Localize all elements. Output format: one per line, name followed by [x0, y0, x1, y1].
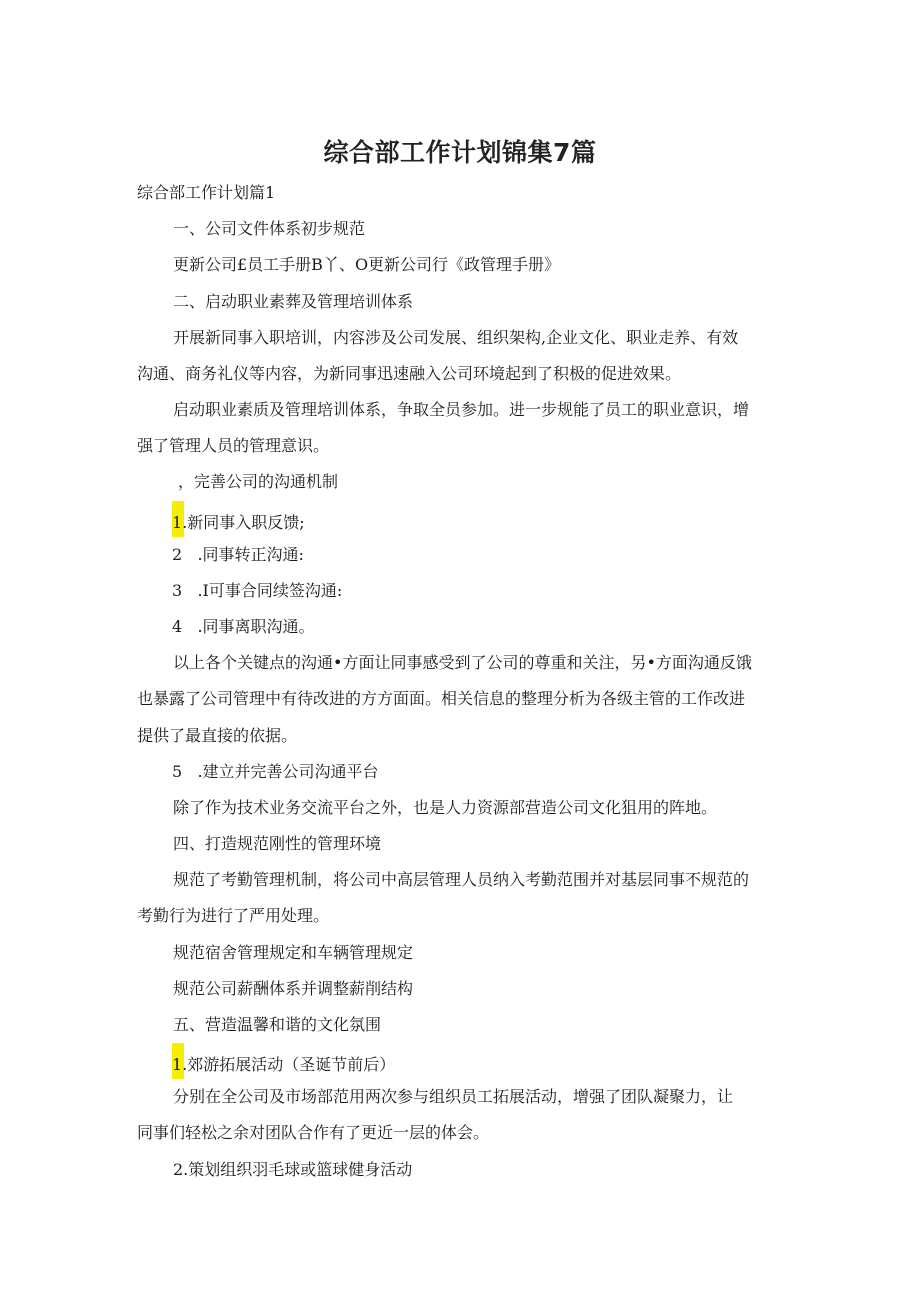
list-item: 4 .同事离职沟通。: [172, 617, 315, 636]
list-item-highlighted: 1.郊游拓展活动（圣诞节前后）: [172, 1051, 395, 1079]
paragraph: 启动职业素质及管理培训体系，争取全员参加。进一步规能了员工的职业意识，增: [173, 400, 750, 419]
list-item: 3 .I可事合同续签沟通:: [172, 581, 343, 600]
paragraph: 五、营造温馨和谐的文化氛围: [173, 1015, 382, 1034]
paragraph: 开展新同事入职培训，内容涉及公司发展、组织架构,企业文化、职业走养、有效: [173, 328, 739, 347]
paragraph: 分别在全公司及市场部范用两次参与组织员工拓展活动，增强了团队凝聚力，让: [173, 1087, 734, 1106]
paragraph: ，完善公司的沟通机制: [178, 472, 339, 491]
paragraph: 同事们轻松之余对团队合作有了更近一层的体会。: [137, 1123, 490, 1142]
paragraph: 沟通、商务礼仪等内容，为新同事迅速融入公司环境起到了积极的促进效果。: [137, 364, 682, 383]
list-item: 2.策划组织羽毛球或篮球健身活动: [173, 1160, 413, 1179]
paragraph: 四、打造规范刚性的管理环境: [173, 834, 382, 853]
paragraph: 强了管理人员的管理意识。: [137, 436, 330, 455]
paragraph: 更新公司£员工手册B丫、O更新公司行《政管理手册》: [173, 255, 561, 274]
paragraph: 规范了考勤管理机制，将公司中高层管理人员纳入考勤范围并对基层同事不规范的: [173, 870, 750, 889]
paragraph: 规范宿舍管理规定和车辆管理规定: [173, 943, 414, 962]
paragraph: 规范公司薪酬体系并调整薪削结构: [173, 979, 414, 998]
paragraph: 考勤行为进行了严用处理。: [137, 906, 330, 925]
list-item: 2 .同事转正沟通:: [172, 545, 304, 564]
paragraph: 也暴露了公司管理中有待改进的方方面面。相关信息的整理分析为各级主管的工作改进: [137, 689, 746, 708]
paragraph: 二、启动职业素葬及管理培训体系: [173, 292, 414, 311]
document-title: 综合部工作计划锦集7篇: [323, 138, 597, 167]
list-item: 5 .建立并完善公司沟通平台: [172, 762, 379, 781]
paragraph: 一、公司文件体系初步规范: [173, 219, 366, 238]
list-item-highlighted: 1.新同事入职反馈;: [172, 509, 305, 537]
paragraph: 除了作为技术业务交流平台之外，也是人力资源部营造公司文化狙用的阵地。: [173, 798, 718, 817]
section-heading: 综合部工作计划篇1: [137, 183, 276, 202]
paragraph: 以上各个关键点的沟通•方面让同事感受到了公司的尊重和关注，另•方面沟通反饿: [173, 653, 752, 672]
paragraph: 提供了最直接的依据。: [137, 726, 298, 745]
